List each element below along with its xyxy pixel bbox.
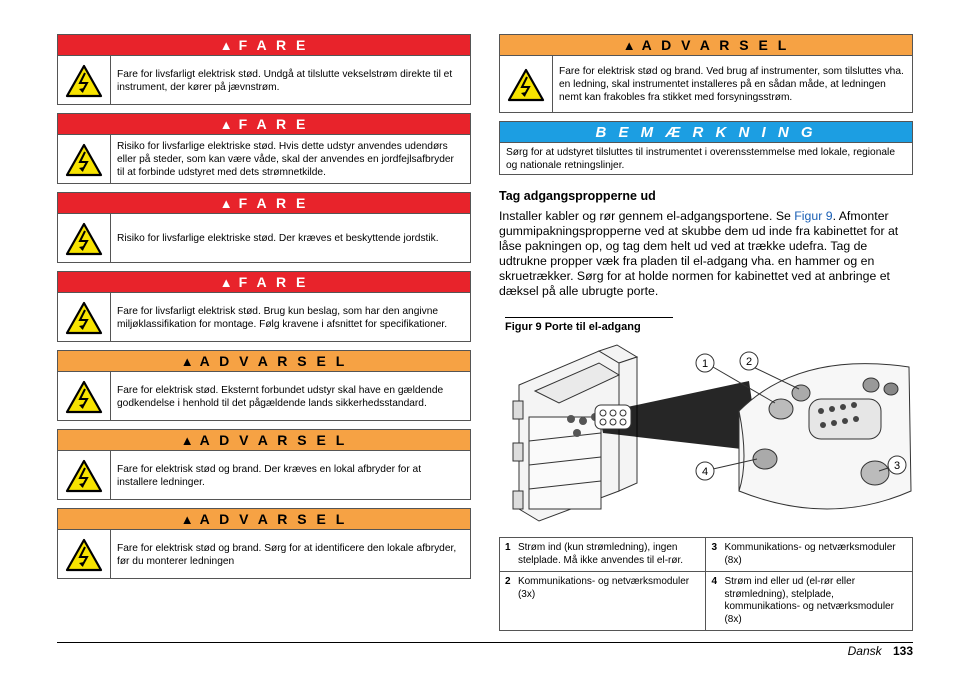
notice-label: A D V A R S E L	[199, 511, 348, 527]
electric-shock-icon	[58, 530, 111, 579]
electric-shock-icon	[58, 214, 111, 263]
notice-label: F A R E	[238, 116, 309, 132]
electric-shock-icon	[58, 451, 111, 500]
warning-triangle-icon: ▲	[180, 511, 194, 527]
page-number: 133	[892, 644, 913, 658]
electric-shock-icon	[58, 135, 111, 184]
left-column	[57, 34, 471, 587]
figure-caption: Figur 9 Porte til el-adgang	[505, 317, 673, 333]
callout-1: 1	[701, 358, 709, 370]
danger-notice-3	[57, 192, 471, 263]
notice-text: Fare for livsfarligt elektrisk stød. Brug kun beslag, som har den angivne miljøklassifikation for montage. Følg kravene i afsnittet for specifikationer.	[117, 305, 448, 330]
notice-text: Fare for elektrisk stød og brand. Ved brug af instrumenter, som tilsluttes vha. en ledning, skal instrumentet installeres på en sådan måde, at ledningen nemt kan frakobles fra stikket med forsyningsstrøm.	[559, 66, 904, 103]
notice-label: A D V A R S E L	[641, 37, 790, 53]
warning-triangle-icon: ▲	[622, 37, 636, 53]
legend-number: 2	[500, 572, 513, 631]
danger-notice-1	[57, 34, 471, 105]
legend-text: Kommunikations- og netværksmoduler (8x)	[719, 538, 912, 572]
warning-triangle-icon: ▲	[180, 432, 194, 448]
notice-label: F A R E	[238, 195, 309, 211]
legend-text: Strøm ind eller ud (el-rør eller strømledning), stelplade, kommunikations- og netværksmoduler (8x)	[719, 572, 912, 631]
warning-triangle-icon: ▲	[219, 274, 233, 290]
right-column	[499, 34, 913, 631]
enclosure-illustration	[499, 341, 913, 527]
footer-language: Dansk	[847, 644, 882, 658]
legend-text: Strøm ind (kun strømledning), ingen stelplade. Må ikke anvendes til el-rør.	[513, 538, 706, 572]
warning-notice-3	[57, 508, 471, 579]
notice-label: B E M Æ R K N I N G	[595, 123, 817, 141]
notice-text: Risiko for livsfarlige elektriske stød. Der kræves et beskyttende jordstik.	[117, 233, 439, 244]
table-row	[500, 572, 913, 631]
danger-notice-2	[57, 113, 471, 184]
section-heading: Tag adgangspropperne ud	[499, 189, 656, 203]
note-notice	[499, 121, 913, 175]
electric-shock-icon	[500, 56, 553, 113]
notice-text: Sørg for at udstyret tilsluttes til instrumentet i overensstemmelse med lokale, regionale og nationale retningslinjer.	[506, 147, 895, 171]
warning-notice-cord	[499, 34, 913, 113]
notice-text: Fare for elektrisk stød og brand. Der kræves en lokal afbryder for at installere ledninger.	[117, 463, 422, 488]
warning-triangle-icon: ▲	[219, 195, 233, 211]
section-paragraph: Installer kabler og rør gennem el-adgangsportene. Se Figur 9. Afmonter gummipakningspropperne ved at skubbe dem ud inde fra kabinettet for at låse pakningen op, og tag dem helt ud ved at trække udefra. Tag de udtrukne propper væk fra pladen til el-adgang vha. en hammer og en skruetrækker. Sørg for at holde normen for kabinettet ved at anbringe et dæksel på alle ubrugte porte.	[499, 209, 899, 298]
warning-triangle-icon: ▲	[219, 37, 233, 53]
notice-label: F A R E	[238, 274, 309, 290]
legend-number: 1	[500, 538, 513, 572]
callout-2: 2	[745, 356, 753, 368]
legend-number: 3	[706, 538, 719, 572]
danger-notice-4	[57, 271, 471, 342]
notice-text: Fare for elektrisk stød. Eksternt forbundet udstyr skal have en gældende godkendelse i henhold til det pågældende lands sikkerhedsstandard.	[117, 384, 444, 409]
callout-3: 3	[893, 460, 901, 472]
figure-link[interactable]: Figur 9	[794, 209, 833, 223]
notice-label: A D V A R S E L	[199, 432, 348, 448]
warning-notice-1	[57, 350, 471, 421]
legend-number: 4	[706, 572, 719, 631]
notice-text: Risiko for livsfarlige elektriske stød. Hvis dette udstyr anvendes udendørs eller på steder, som kan være våde, skal der anvendes en jordfejlsafbryder til at forbinde udstyret med dets strømnetkilde.	[117, 141, 454, 178]
page-footer	[848, 644, 913, 658]
electric-shock-icon	[58, 372, 111, 421]
warning-triangle-icon: ▲	[219, 116, 233, 132]
notice-text: Fare for elektrisk stød og brand. Sørg for at identificere den lokale afbryder, før du monterer ledningen	[117, 542, 457, 567]
figure-legend-table	[499, 537, 913, 631]
legend-text: Kommunikations- og netværksmoduler (3x)	[513, 572, 706, 631]
warning-triangle-icon: ▲	[180, 353, 194, 369]
electric-shock-icon	[58, 293, 111, 342]
figure-access-ports	[499, 341, 913, 527]
footer-rule	[57, 642, 913, 643]
notice-label: A D V A R S E L	[199, 353, 348, 369]
table-row	[500, 538, 913, 572]
callout-4: 4	[701, 466, 709, 478]
notice-label: F A R E	[238, 37, 309, 53]
warning-notice-2	[57, 429, 471, 500]
notice-text: Fare for livsfarligt elektrisk stød. Undgå at tilslutte vekselstrøm direkte til et instrument, der kører på jævnstrøm.	[117, 68, 453, 93]
electric-shock-icon	[58, 56, 111, 105]
